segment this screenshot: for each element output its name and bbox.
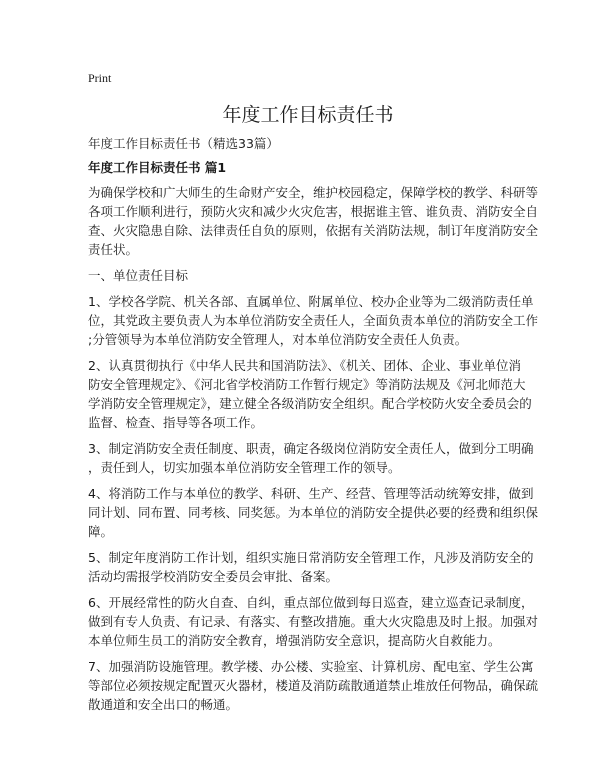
document-page — [88, 70, 539, 721]
paragraph-line: 等部位必须按规定配置灭火器材，楼道及消防疏散通道禁止堆放任何物品，确保疏 — [88, 678, 539, 693]
paragraph-line: 为确保学校和广大师生的生命财产安全，维护校园稳定，保障学校的教学、科研等 — [88, 185, 539, 200]
paragraph-line: 同计划、同布置、同考核、同奖惩。为本单位的消防安全提供必要的经费和组织保 — [88, 505, 539, 520]
paragraph-line: ;分管领导为本单位消防安全管理人，对本单位消防安全责任人负责。 — [88, 332, 468, 347]
print-link[interactable]: Print — [88, 71, 112, 85]
paragraph-line: 本单位师生员工的消防安全教育，增强消防安全意识，提高防火自救能力。 — [88, 633, 501, 648]
paragraph — [88, 183, 539, 259]
paragraph-line: 学消防安全管理规定》，建立健全各级消防安全组织。配合学校防火安全委员会的 — [88, 396, 532, 411]
paragraph-line: 监督、检查、指导等各项工作。 — [88, 415, 264, 430]
paragraph-line: 5、制定年度消防工作计划，组织实施日常消防安全管理工作，凡涉及消防安全的 — [88, 550, 534, 565]
paragraph-line: 散通道和安全出口的畅通。 — [88, 697, 239, 712]
paragraph-line: 查、火灾隐患自除、法律责任自负的原则，依据有关消防法规，制订年度消防安全 — [88, 223, 539, 238]
paragraph — [88, 548, 534, 586]
paragraph-line: 1、学校各学院、机关各部、直属单位、附属单位、校办企业等为二级消防责任单 — [88, 294, 534, 309]
paragraph — [88, 484, 539, 541]
document-body — [88, 183, 539, 714]
paragraph-line: 4、将消防工作与本单位的教学、科研、生产、经营、管理等活动统筹安排，做到 — [88, 486, 534, 501]
section-heading: 年度工作目标责任书 篇1 — [88, 160, 227, 175]
paragraph-line: 做到有专人负责、有记录、有落实、有整改措施。重大火灾隐患及时上报。加强对 — [88, 614, 539, 629]
paragraph-line: 位，其党政主要负责人为本单位消防安全责任人，全面负责本单位的消防安全工作 — [88, 313, 539, 328]
document-title: 年度工作目标责任书 — [222, 104, 394, 126]
paragraph-line: 责任状。 — [88, 242, 139, 257]
paragraph — [88, 356, 532, 432]
paragraph-line: 一、单位责任目标 — [88, 268, 189, 283]
paragraph-line: ，责任到人，切实加强本单位消防安全管理工作的领导。 — [88, 460, 401, 475]
paragraph — [88, 593, 539, 650]
paragraph — [88, 657, 539, 714]
paragraph — [88, 266, 528, 285]
paragraph-line: 7、加强消防设施管理。教学楼、办公楼、实验室、计算机房、配电室、学生公寓 — [88, 659, 534, 674]
paragraph-line: 2、认真贯彻执行《中华人民共和国消防法》、《机关、团体、企业、事业单位消 — [88, 358, 521, 373]
paragraph-line: 各项工作顺利进行，预防火灾和减少火灾危害，根据谁主管、谁负责、消防安全自 — [88, 204, 539, 219]
paragraph-line: 障。 — [88, 524, 114, 539]
paragraph-line: 6、开展经常性的防火自查、自纠，重点部位做到每日巡查，建立巡查记录制度， — [88, 595, 534, 610]
paragraph-line: 活动均需报学校消防安全委员会审批、备案。 — [88, 569, 339, 584]
paragraph — [88, 439, 534, 477]
paragraph — [88, 292, 539, 349]
document-subtitle: 年度工作目标责任书（精选33篇） — [88, 136, 279, 151]
paragraph-line: 3、制定消防安全责任制度、职责，确定各级岗位消防安全责任人，做到分工明确 — [88, 441, 534, 456]
paragraph-line: 防安全管理规定》、《河北省学校消防工作暂行规定》等消防法规及《河北师范大 — [88, 377, 526, 392]
